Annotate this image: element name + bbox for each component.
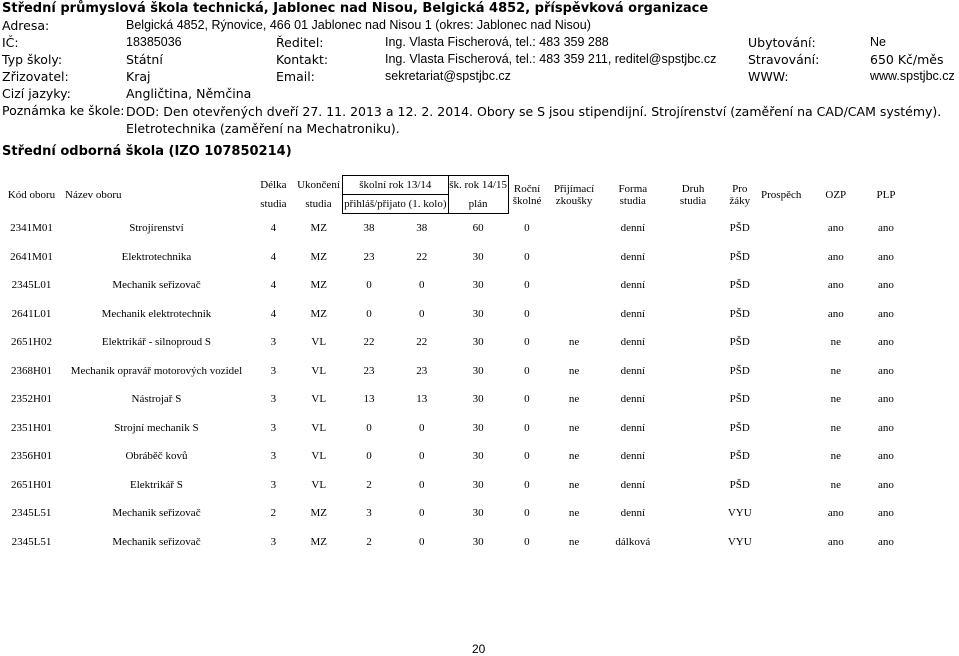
www-value: www.spstjbc.cz [870,69,955,83]
cell-prospech [756,271,805,300]
rocni-line2: školné [512,194,542,207]
cell-pro-zaky: PŠD [729,250,750,263]
prijimaci-line2: zkoušky [555,194,593,207]
note-label: Poznámka ke škole: [2,103,125,118]
cell-delka: 3 [270,421,277,434]
accommodation-label: Ubytování: [748,35,816,50]
cell-forma: dálková [615,535,651,548]
col-delka-header: Délka [260,179,287,191]
cell-forma: denní [620,507,646,520]
cell-druh [663,357,723,386]
cell-forma: denní [620,250,646,263]
col-prihlas-header: přihláš/přijato (1. kolo) [343,195,448,214]
cell-prospech [756,442,805,471]
cell-prijato: 0 [418,421,425,434]
address-label: Adresa: [2,18,50,33]
table-body [2,214,948,557]
col-ukonceni-header: Ukončení [297,179,340,191]
board-value: 650 Kč/měs [870,52,944,67]
cell-prijato: 22 [416,336,428,349]
cell-druh [663,300,723,329]
spacer-cell [906,414,948,443]
cell-ukonceni: MZ [310,279,327,292]
cell-pro-zaky: PŠD [729,478,750,491]
cell-forma: denní [620,393,646,406]
prijimaci-line1: Přijímací [553,182,595,195]
founder-label: Zřizovatel: [2,69,69,84]
spacer-cell [906,471,948,500]
table-row [2,385,948,414]
cell-ozp: ne [830,393,841,406]
table-row [2,271,948,300]
cell-prihlaseno: 13 [363,393,375,406]
address-value: Belgická 4852, Rýnovice, 466 01 Jablonec nad Nisou 1 (okres: Jablonec nad Nisou) [126,18,591,32]
founder-value: Kraj [126,69,151,84]
col-kod-header: Kód oboru [7,188,56,201]
school-type-label: Typ školy: [2,52,63,67]
cell-prospech [756,300,805,329]
cell-pro-zaky: PŠD [729,307,750,320]
cell-skolne: 0 [524,421,530,434]
cell-plp: ano [878,478,894,491]
cell-plp: ano [878,507,894,520]
cell-prijato: 0 [418,450,425,463]
cell-druh [663,442,723,471]
director-value: Ing. Vlasta Fischerová, tel.: 483 359 288 [385,35,609,49]
cell-zkousky [546,214,603,243]
cell-kod: 2341M01 [10,222,53,234]
table-row [2,442,948,471]
cell-ozp: ne [830,336,841,349]
cell-kod: 2368H01 [11,364,52,377]
cell-delka: 4 [270,222,277,234]
cell-zkousky: ne [568,364,580,377]
cell-plan: 30 [472,478,484,491]
spacer-cell [906,214,948,243]
table-row [2,357,948,386]
cell-zkousky: ne [568,336,580,349]
col-prijimaci-header [546,176,603,214]
cell-nazev: Elektrikář S [130,478,183,491]
cell-zkousky: ne [568,450,580,463]
spacer-cell [906,271,948,300]
cell-prijato: 0 [418,307,425,320]
cell-skolne: 0 [524,535,530,548]
accommodation-value: Ne [870,35,886,49]
cell-plp: ano [878,450,894,463]
spacer-cell [906,328,948,357]
spacer-cell [906,499,948,528]
cell-ozp: ano [827,307,844,320]
cell-prijato: 22 [416,250,428,263]
table-row [2,528,948,557]
cell-delka: 4 [270,279,277,292]
cell-plp: ano [878,307,894,320]
cell-plan: 30 [472,364,484,377]
cell-skolne: 0 [524,450,530,463]
cell-druh [663,471,723,500]
cell-prijato: 13 [416,393,428,406]
cell-prijato: 23 [416,364,428,377]
cell-plp: ano [878,535,894,548]
cell-prospech [756,499,805,528]
spacer-cell [906,528,948,557]
forma-line2: studia [619,194,646,207]
cell-prihlaseno: 3 [366,507,372,520]
cell-pro-zaky: PŠD [729,364,750,377]
cell-forma: denní [620,336,646,349]
note-value: DOD: Den otevřených dveří 27. 11. 2013 a 12. 2. 2014. Obory se S jsou stipendijní. Strojírenství (zaměření na CAD/CAM systémy). Eletrotechnika (zaměření na Mechatroniku). [126,104,942,136]
cell-prihlaseno: 23 [363,250,375,263]
cell-prihlaseno: 0 [366,450,372,463]
cell-plp: ano [878,222,894,234]
cell-delka: 3 [270,478,277,491]
col-pro-zaky-header: Pro žáky [729,182,751,207]
cell-prihlaseno: 2 [366,478,372,491]
cell-pro-zaky: PŠD [729,222,750,234]
cell-druh [663,414,723,443]
col-plan-header: plán [448,195,508,214]
cell-kod: 2651H01 [11,478,52,491]
col-ozp-header: OZP [825,188,847,201]
col-nazev-header: Název oboru [65,188,122,201]
cell-kod: 2345L51 [11,507,52,520]
table-row [2,328,948,357]
ico-label: IČ: [2,35,19,50]
col-sk-rok-header: šk. rok 14/15 [448,176,508,195]
school-heading: Střední odborná škola (IZO 107850214) [2,144,292,159]
table-row [2,243,948,272]
col-prospech-header: Prospěch [761,188,802,201]
cell-skolne: 0 [524,507,530,520]
cell-zkousky [546,243,603,272]
cell-forma: denní [620,421,646,434]
cell-ozp: ne [830,450,841,463]
spacer-cell [906,385,948,414]
cell-nazev: Obráběč kovů [125,450,188,463]
cell-zkousky [546,300,603,329]
cell-delka: 3 [270,364,277,377]
contact-value: Ing. Vlasta Fischerová, tel.: 483 359 211, reditel@spstjbc.cz [385,52,717,66]
cell-forma: denní [620,450,646,463]
cell-prihlaseno: 0 [366,307,372,320]
cell-delka: 3 [270,393,277,406]
cell-ukonceni: VL [311,450,327,463]
rocni-line1: Roční [513,182,541,195]
cell-plan: 30 [472,535,484,548]
cell-nazev: Mechanik seřizovač [112,507,201,520]
cell-nazev: Mechanik elektrotechnik [101,307,212,320]
cell-zkousky: ne [568,535,580,548]
email-value: sekretariat@spstjbc.cz [385,69,511,83]
table-row [2,414,948,443]
cell-prospech [756,385,805,414]
cell-plp: ano [878,421,894,434]
cell-druh [663,243,723,272]
cell-nazev: Nástrojař S [131,393,182,406]
cell-pro-zaky: PŠD [729,279,750,292]
cell-ozp: ano [827,279,844,292]
cell-forma: denní [620,307,646,320]
cell-zkousky: ne [568,507,580,520]
cell-ozp: ano [827,535,844,548]
cell-plp: ano [878,364,894,377]
cell-prihlaseno: 38 [363,222,375,235]
cell-ukonceni: MZ [310,307,327,320]
forma-line1: Forma [618,182,648,195]
cell-prijato: 0 [418,279,425,292]
table-row [2,300,948,329]
cell-prihlaseno: 0 [366,421,372,434]
table-row [2,471,948,500]
cell-nazev: Elektrotechnika [121,250,192,263]
cell-nazev: Elektrikář - silnoproud S [101,336,211,349]
spacer-cell [906,243,948,272]
contact-label: Kontakt: [276,52,329,67]
table-row [2,214,948,243]
cell-pro-zaky: VYU [727,535,752,548]
cell-plan: 30 [472,250,484,263]
cell-skolne: 0 [524,364,530,377]
cell-zkousky [546,271,603,300]
cell-plp: ano [878,336,894,349]
cell-ozp: ne [830,421,841,434]
cell-ukonceni: MZ [310,222,327,234]
col-ukonceni-header-2: studia [305,198,332,210]
cell-ukonceni: VL [311,421,327,434]
cell-pro-zaky: PŠD [729,450,750,463]
cell-pro-zaky: PŠD [729,393,750,406]
cell-forma: denní [620,222,646,234]
cell-delka: 4 [270,307,277,320]
cell-kod: 2345L01 [11,279,52,292]
cell-nazev: Strojírenství [129,222,184,234]
cell-plan: 30 [472,279,484,292]
cell-druh [663,499,723,528]
cell-plan: 30 [472,450,484,463]
cell-ozp: ano [827,250,844,263]
cell-prihlaseno: 23 [363,364,375,377]
cell-plp: ano [878,393,894,406]
cell-pro-zaky: PŠD [729,336,750,349]
cell-prospech [756,328,805,357]
cell-plan: 60 [472,222,484,235]
cell-prospech [756,528,805,557]
cell-prospech [756,471,805,500]
cell-prospech [756,357,805,386]
cell-plan: 30 [472,336,484,349]
cell-delka: 4 [270,250,277,263]
table-row [2,499,948,528]
cell-skolne: 0 [524,336,530,349]
cell-druh [663,528,723,557]
cell-ukonceni: VL [311,393,327,406]
cell-plan: 30 [472,421,484,434]
board-label: Stravování: [748,52,820,67]
cell-forma: denní [620,279,646,292]
cell-ukonceni: MZ [310,507,327,520]
fields-table [2,175,948,556]
col-rocni-header [508,176,546,214]
cell-ozp: ano [827,222,844,234]
cell-druh [663,214,723,243]
cell-prospech [756,243,805,272]
cell-nazev: Mechanik seřizovač [112,535,201,548]
table-head [2,176,948,214]
cell-nazev: Mechanik seřizovač [112,279,201,292]
cell-plp: ano [878,250,894,263]
cell-zkousky: ne [568,393,580,406]
languages-value: Angličtina, Němčina [126,86,252,101]
col-druh-header [663,176,723,214]
cell-prijato: 0 [418,535,425,548]
cell-prospech [756,414,805,443]
cell-kod: 2356H01 [11,450,52,463]
cell-prijato: 38 [416,222,428,235]
spacer-cell [906,442,948,471]
cell-zkousky: ne [568,421,580,434]
spacer-cell [906,300,948,329]
cell-delka: 3 [270,450,277,463]
cell-delka: 3 [270,336,277,349]
cell-forma: denní [620,478,646,491]
col-forma-header [603,176,663,214]
cell-skolne: 0 [524,279,530,292]
cell-skolne: 0 [524,222,530,234]
spacer-cell [906,357,948,386]
cell-druh [663,271,723,300]
cell-skolne: 0 [524,307,530,320]
cell-plan: 30 [472,307,484,320]
cell-skolne: 0 [524,393,530,406]
cell-nazev: Strojní mechanik S [114,421,199,434]
cell-zkousky: ne [568,478,580,491]
cell-skolne: 0 [524,478,530,491]
page-number: 20 [472,642,486,656]
cell-pro-zaky: VYU [727,507,752,520]
school-type-value: Státní [126,52,163,67]
cell-prospech [756,214,805,243]
languages-label: Cizí jazyky: [2,86,71,101]
cell-kod: 2351H01 [11,421,52,434]
director-label: Ředitel: [276,35,324,50]
cell-ukonceni: MZ [310,535,327,548]
cell-druh [663,385,723,414]
druh-line2: studia [679,194,707,207]
cell-kod: 2641L01 [11,307,52,320]
cell-pro-zaky: PŠD [729,421,750,434]
cell-nazev: Mechanik opravář motorových vozidel [70,364,243,377]
ico-value: 18385036 [126,35,182,49]
cell-prijato: 0 [418,507,425,520]
cell-skolne: 0 [524,250,530,263]
cell-prihlaseno: 2 [366,535,372,548]
col-skolni-rok-header: školní rok 13/14 [343,176,448,195]
col-plp-header: PLP [876,188,896,201]
cell-plan: 30 [472,393,484,406]
cell-ozp: ne [830,364,841,377]
druh-line1: Druh [681,182,705,195]
email-label: Email: [276,69,315,84]
cell-plan: 30 [472,507,484,520]
cell-ukonceni: VL [311,478,327,491]
cell-delka: 3 [270,535,277,548]
school-title: Střední průmyslová škola technická, Jablonec nad Nisou, Belgická 4852, příspěvková organizace [2,1,709,16]
www-label: WWW: [748,69,789,84]
cell-prihlaseno: 0 [366,279,372,292]
cell-delka: 2 [270,507,277,520]
cell-druh [663,328,723,357]
cell-kod: 2641M01 [10,250,53,263]
cell-ozp: ne [830,478,841,491]
cell-kod: 2352H01 [11,393,52,406]
cell-kod: 2651H02 [11,336,52,349]
cell-ukonceni: VL [311,364,327,377]
col-delka-header-2: studia [260,198,287,210]
cell-ukonceni: MZ [310,250,327,263]
cell-prijato: 0 [418,478,425,491]
cell-ozp: ano [827,507,844,520]
cell-kod: 2345L51 [11,535,52,548]
cell-prihlaseno: 22 [363,336,375,349]
cell-ukonceni: VL [311,336,327,349]
cell-plp: ano [878,279,894,292]
cell-forma: denní [620,364,646,377]
